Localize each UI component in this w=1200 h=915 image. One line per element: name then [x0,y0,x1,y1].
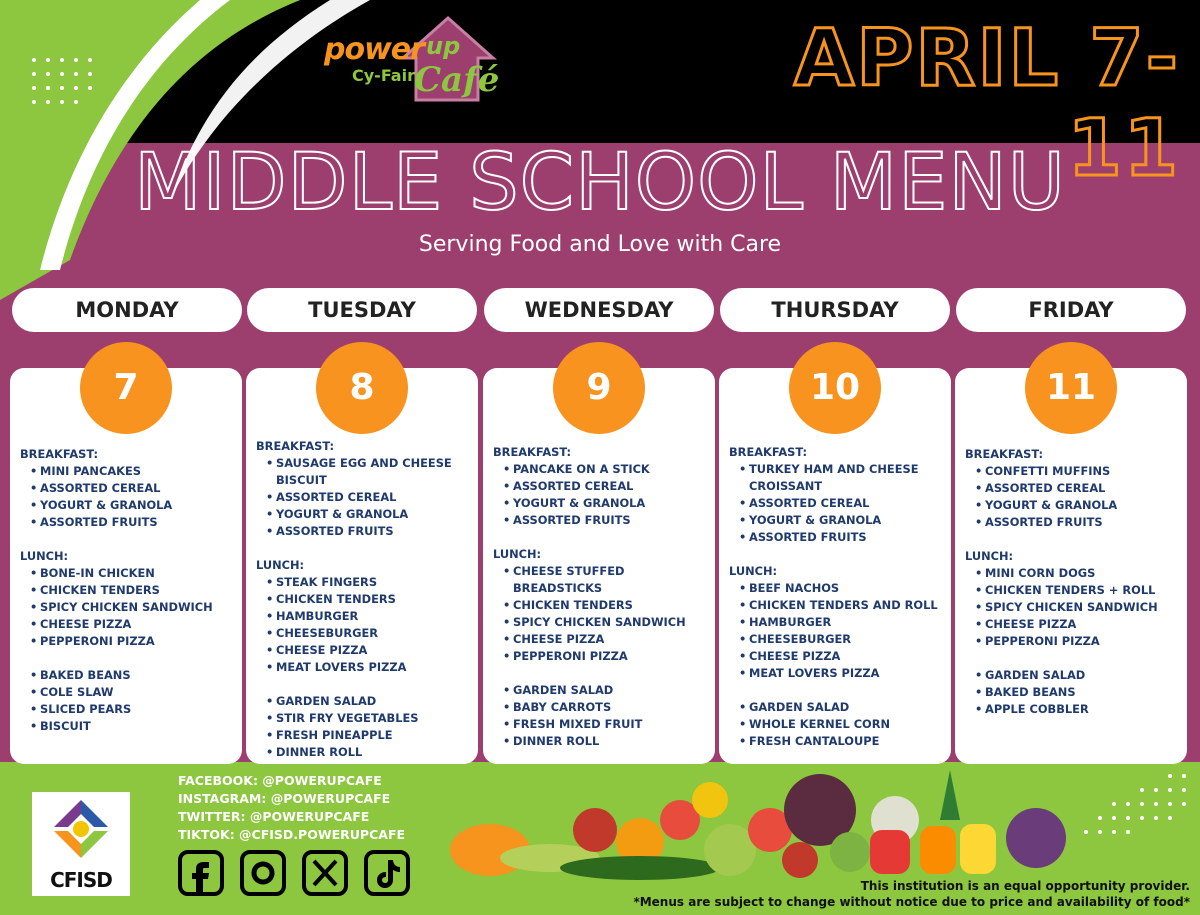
dot-pattern [1080,770,1190,850]
list-item: • GARDEN SALAD [503,682,709,699]
list-item: • BEEF NACHOS [739,580,945,597]
day-header-monday: MONDAY [12,288,242,332]
list-item: • COLE SLAW [30,684,236,701]
cfisd-logo [32,792,130,896]
list-item: • BAKED BEANS [30,667,236,684]
list-item: • CHEESE PIZZA [503,631,709,648]
day-header-friday: FRIDAY [956,288,1186,332]
list-item: • ASSORTED CEREAL [503,478,709,495]
breakfast-label: BREAKFAST: [20,447,99,461]
list-item: • DINNER ROLL [503,733,709,750]
social-handles [178,772,405,844]
menu-list [493,444,709,750]
lunch-label: LUNCH: [256,558,305,572]
list-item: • YOGURT & GRANOLA [30,497,236,514]
list-item: • CHEESE STUFFED BREADSTICKS [503,563,709,597]
breakfast-label: BREAKFAST: [256,439,335,453]
day-header-wednesday: WEDNESDAY [484,288,714,332]
lunch-label: LUNCH: [965,549,1014,563]
list-item: • SPICY CHICKEN SANDWICH [30,599,236,616]
list-item: • CHEESEBURGER [739,631,945,648]
footer-notice [633,878,1190,910]
list-item: • ASSORTED CEREAL [266,489,472,506]
list-item: • SLICED PEARS [30,701,236,718]
menu-list [20,446,236,735]
list-item: • GARDEN SALAD [739,699,945,716]
list-item: • PEPPERONI PIZZA [503,648,709,665]
list-item: • MINI CORN DOGS [975,565,1181,582]
twitter-handle: TWITTER: @POWERUPCAFE [178,809,370,824]
list-item: • ASSORTED CEREAL [30,480,236,497]
list-item: • CHEESE PIZZA [739,648,945,665]
list-item: • CHEESEBURGER [266,625,472,642]
list-item: • PANCAKE ON A STICK [503,461,709,478]
list-item: • ASSORTED CEREAL [739,495,945,512]
list-item: • SPICY CHICKEN SANDWICH [975,599,1181,616]
instagram-icon [240,850,286,896]
list-item: • YOGURT & GRANOLA [739,512,945,529]
list-item: • BABY CARROTS [503,699,709,716]
day-header-thursday: THURSDAY [720,288,950,332]
list-item: • BISCUIT [30,718,236,735]
date-circle-thursday: 10 [789,342,881,434]
equal-opportunity-text: This institution is an equal opportunity provider. [860,879,1190,893]
list-item: • GARDEN SALAD [266,693,472,710]
list-item: • ASSORTED FRUITS [503,512,709,529]
lunch-label: LUNCH: [20,549,69,563]
list-item: • YOGURT & GRANOLA [266,506,472,523]
list-item: • PEPPERONI PIZZA [975,633,1181,650]
list-item: • APPLE COBBLER [975,701,1181,718]
list-item: • FRESH MIXED FRUIT [503,716,709,733]
list-item: • FRESH PINEAPPLE [266,727,472,744]
list-item: • CHICKEN TENDERS AND ROLL [739,597,945,614]
list-item: • MEAT LOVERS PIZZA [266,659,472,676]
date-circle-monday: 7 [80,342,172,434]
list-item: • SPICY CHICKEN SANDWICH [503,614,709,631]
list-item: • BAKED BEANS [975,684,1181,701]
list-item: • PEPPERONI PIZZA [30,633,236,650]
list-item: • CHEESE PIZZA [266,642,472,659]
list-item: • ASSORTED CEREAL [975,480,1181,497]
facebook-icon [178,850,224,896]
menu-list [256,438,472,761]
page-subtitle: Serving Food and Love with Care [418,232,782,257]
list-item: • HAMBURGER [266,608,472,625]
list-item: • CHICKEN TENDERS [30,582,236,599]
powerup-cafe-logo [318,14,498,104]
list-item: • WHOLE KERNEL CORN [739,716,945,733]
instagram-handle: INSTAGRAM: @POWERUPCAFE [178,791,391,806]
x-icon [302,850,348,896]
logo-cyfair: Cy-Fair [352,66,415,85]
menu-list [965,446,1181,718]
tiktok-icon [364,850,410,896]
breakfast-label: BREAKFAST: [729,445,808,459]
fresh-produce-illustration [440,760,1080,880]
list-item: • ASSORTED FRUITS [975,514,1181,531]
list-item: • CHICKEN TENDERS [266,591,472,608]
tiktok-handle: TIKTOK: @CFISD.POWERUPCAFE [178,827,406,842]
day-header-tuesday: TUESDAY [247,288,477,332]
breakfast-label: BREAKFAST: [493,445,572,459]
facebook-handle: FACEBOOK: @POWERUPCAFE [178,773,382,788]
list-item: • BONE-IN CHICKEN [30,565,236,582]
list-item: • ASSORTED FRUITS [266,523,472,540]
list-item: • SAUSAGE EGG AND CHEESE BISCUIT [266,455,472,489]
logo-up: up [426,32,461,60]
date-circle-wednesday: 9 [553,342,645,434]
menu-disclaimer-text: *Menus are subject to change without notice due to price and availability of food* [633,895,1190,909]
list-item: • CHICKEN TENDERS [503,597,709,614]
cfisd-text: CFISD [50,868,112,892]
dot-pattern [30,56,120,116]
breakfast-label: BREAKFAST: [965,447,1044,461]
list-item: • ASSORTED FRUITS [30,514,236,531]
list-item: • ASSORTED FRUITS [739,529,945,546]
list-item: • DINNER ROLL [266,744,472,761]
list-item: • CHEESE PIZZA [30,616,236,633]
list-item: • CHICKEN TENDERS + ROLL [975,582,1181,599]
list-item: • CONFETTI MUFFINS [975,463,1181,480]
cfisd-emblem-icon [52,798,110,860]
date-circle-tuesday: 8 [316,342,408,434]
logo-power: power [324,32,424,67]
list-item: • STIR FRY VEGETABLES [266,710,472,727]
list-item: • MINI PANCAKES [30,463,236,480]
logo-cafe: Café [414,60,500,100]
page-title: MIDDLE SCHOOL MENU [134,138,1066,228]
lunch-label: LUNCH: [493,547,542,561]
list-item: • YOGURT & GRANOLA [503,495,709,512]
list-item: • TURKEY HAM AND CHEESE CROISSANT [739,461,945,495]
list-item: • HAMBURGER [739,614,945,631]
list-item: • FRESH CANTALOUPE [739,733,945,750]
date-range: APRIL 7-11 [793,14,1180,194]
lunch-label: LUNCH: [729,564,778,578]
list-item: • YOGURT & GRANOLA [975,497,1181,514]
list-item: • STEAK FINGERS [266,574,472,591]
list-item: • MEAT LOVERS PIZZA [739,665,945,682]
list-item: • CHEESE PIZZA [975,616,1181,633]
menu-list [729,444,945,750]
list-item: • GARDEN SALAD [975,667,1181,684]
date-circle-friday: 11 [1025,342,1117,434]
